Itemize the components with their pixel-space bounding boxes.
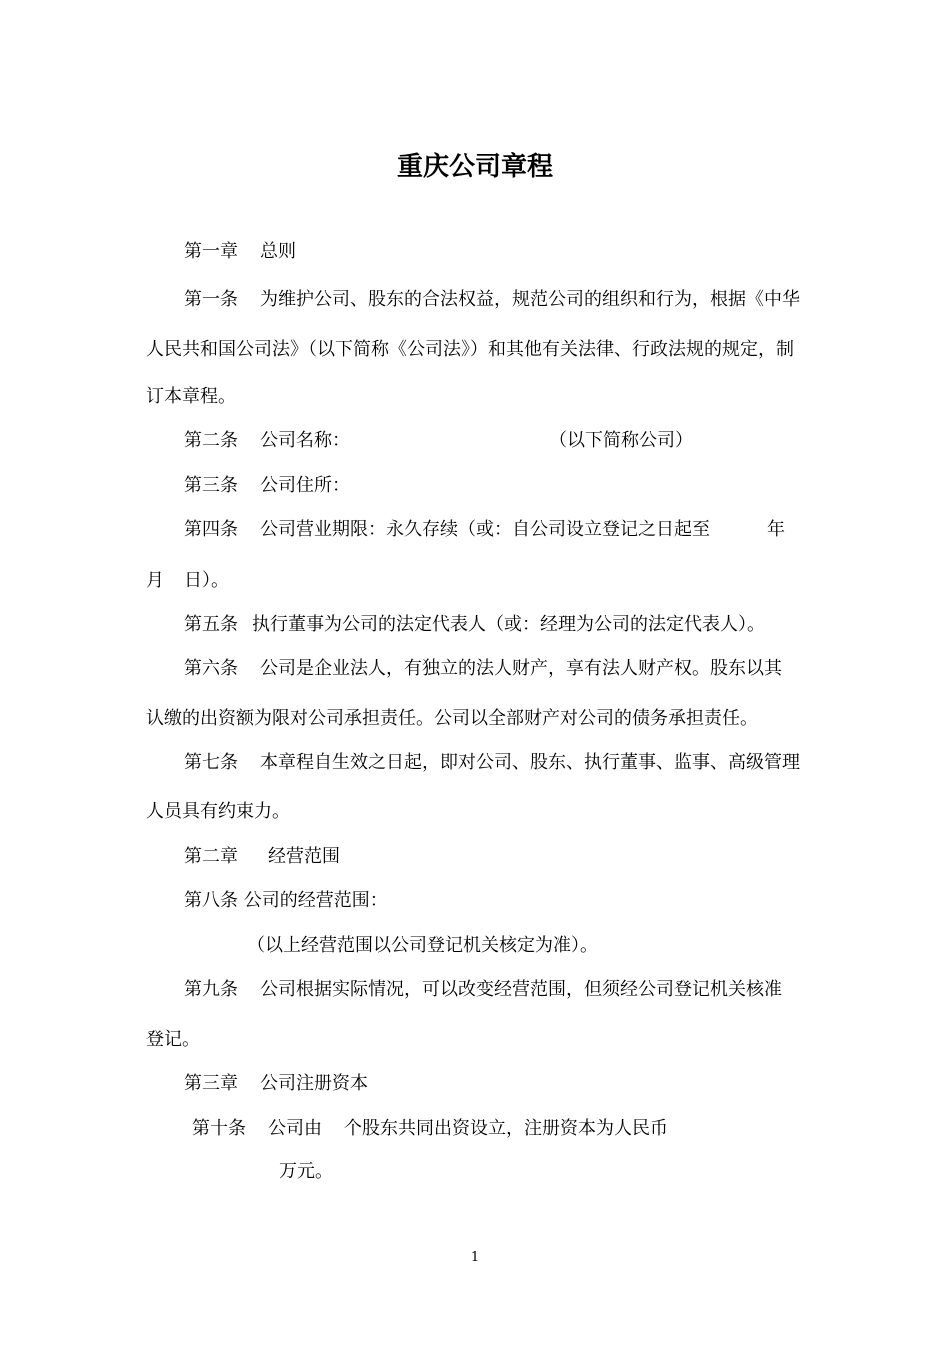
article-4-line-1 (184, 518, 710, 542)
article-5-label: 第五条 (184, 614, 238, 635)
chapter-3-title: 公司注册资本 (260, 1073, 368, 1094)
article-2-line (184, 429, 350, 453)
article-4-text-1: 公司营业期限：永久存续（或：自公司设立登记之日起至 (260, 519, 710, 540)
article-9-line-1 (184, 978, 782, 1002)
article-6-line-1 (184, 657, 782, 681)
article-5-line (184, 613, 765, 637)
article-10-text-1b: 个股东共同出资设立，注册资本为人民币 (344, 1118, 668, 1139)
article-10-line-1 (192, 1117, 668, 1141)
article-4-day: 日）。 (184, 570, 229, 591)
article-9-label: 第九条 (184, 979, 238, 1000)
article-6-line-2: 认缴的出资额为限对公司承担责任。公司以全部财产对公司的债务承担责任。 (146, 708, 758, 729)
company-address-label: 公司住所： (260, 475, 350, 496)
article-4-year: 年 (767, 519, 785, 540)
article-3-label: 第三条 (184, 475, 238, 496)
article-3-line (184, 474, 350, 498)
article-9-text-1: 公司根据实际情况，可以改变经营范围，但须经公司登记机关核准 (260, 979, 782, 1000)
article-7-text-1: 本章程自生效之日起，即对公司、股东、执行董事、监事、高级管理 (260, 752, 800, 773)
chapter-2-title: 经营范围 (268, 846, 340, 867)
article-10-text-1a: 公司由 (268, 1118, 322, 1139)
chapter-3-heading (184, 1072, 368, 1096)
article-7-line-1 (184, 751, 800, 775)
article-9-line-2: 登记。 (146, 1029, 200, 1050)
page-number: 1 (470, 1250, 480, 1265)
article-1-label: 第一条 (184, 289, 238, 310)
chapter-3-label: 第三章 (184, 1073, 238, 1094)
article-1-line-3: 订本章程。 (146, 386, 236, 407)
article-1-line-1 (184, 288, 800, 312)
article-2-label: 第二条 (184, 430, 238, 451)
article-6-text-1: 公司是企业法人，有独立的法人财产，享有法人财产权。股东以其 (260, 658, 782, 679)
company-name-label: 公司名称： (260, 430, 350, 451)
article-6-label: 第六条 (184, 658, 238, 679)
article-5-text: 执行董事为公司的法定代表人（或：经理为公司的法定代表人）。 (252, 614, 765, 635)
article-10-line-2: 万元。 (279, 1161, 333, 1182)
chapter-1-label: 第一章 (184, 241, 238, 262)
article-1-text-1: 为维护公司、股东的合法权益，规范公司的组织和行为，根据《中华 (260, 289, 800, 310)
article-7-line-2: 人员具有约束力。 (146, 801, 290, 822)
article-10-label: 第十条 (192, 1118, 246, 1139)
chapter-2-label: 第二章 (184, 846, 238, 867)
chapter-1-heading (184, 240, 296, 264)
company-name-note: （以下简称公司） (549, 430, 693, 451)
article-1-line-2: 人民共和国公司法》（以下简称《公司法》）和其他有关法律、行政法规的规定，制 (146, 339, 794, 360)
article-8-line: 第八条 公司的经营范围： (184, 890, 388, 911)
article-4-label: 第四条 (184, 519, 238, 540)
chapter-1-title: 总则 (260, 241, 296, 262)
article-4-month: 月 (146, 570, 164, 591)
article-7-label: 第七条 (184, 752, 238, 773)
article-8-note: （以上经营范围以公司登记机关核定为准）。 (247, 935, 598, 956)
chapter-2-heading (184, 845, 340, 869)
document-title: 重庆公司章程 (396, 152, 553, 182)
